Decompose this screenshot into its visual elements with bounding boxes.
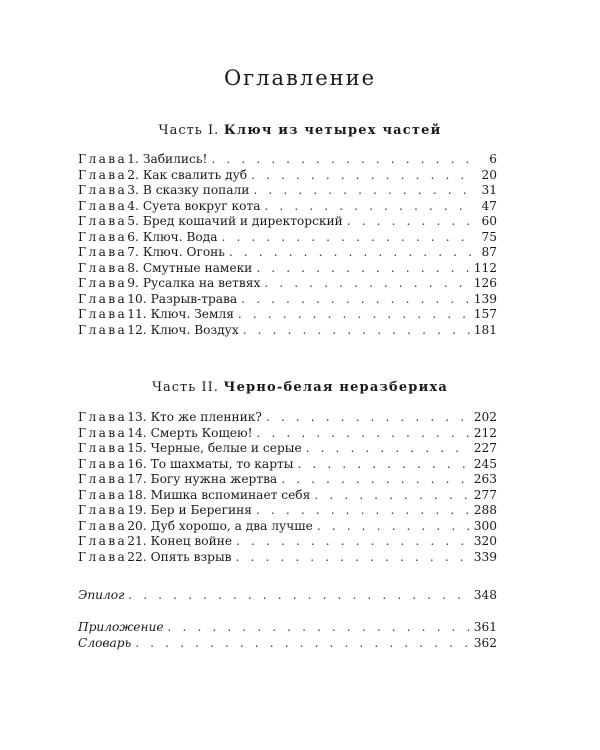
chapter-word: Глава: [78, 425, 128, 440]
entry-title: Смерть Кощею!: [150, 425, 253, 440]
page-title: Оглавление: [223, 66, 377, 90]
chapter-number: 16.: [127, 456, 147, 471]
page-number: 112: [473, 260, 497, 275]
entry-title: Мишка вспоминает себя: [150, 487, 311, 502]
chapter-number: 12.: [127, 322, 147, 337]
dot-leader: [243, 323, 470, 339]
chapter-word: Глава: [78, 183, 128, 197]
page-number: 212: [473, 425, 497, 440]
chapter-number: 10.: [127, 291, 147, 306]
chapter-number: 13.: [127, 410, 147, 424]
page-number: 227: [473, 441, 497, 455]
entry-title: Ключ. Вода: [142, 229, 218, 244]
page-number: 87: [481, 245, 497, 259]
page-number: 6: [489, 152, 497, 166]
chapter-word: Глава: [78, 307, 128, 321]
chapter-word: Глава: [78, 291, 128, 306]
dot-leader: [128, 588, 469, 604]
chapter-list: [78, 152, 497, 338]
toc-entry[interactable]: [78, 183, 497, 199]
entry-title: Как свалить дуб: [142, 167, 248, 182]
page-number: 361: [473, 620, 497, 634]
toc-entry[interactable]: [78, 550, 497, 566]
dot-leader: [229, 245, 471, 261]
entry-title: Бер и Берегиня: [150, 503, 252, 517]
entry-title: Кто же пленник?: [150, 410, 262, 424]
chapter-word: Глава: [78, 549, 128, 564]
page-number: 75: [481, 229, 497, 244]
toc-entry[interactable]: [78, 230, 497, 246]
page-number: 245: [473, 456, 497, 471]
chapter-word: Глава: [78, 229, 128, 244]
chapter-number: 18.: [127, 487, 147, 502]
entry-title: Черные, белые и серые: [150, 441, 302, 455]
epilogue-list: [78, 588, 497, 604]
entry-title: Русалка на ветвях: [142, 276, 261, 290]
dot-leader: [256, 261, 469, 277]
chapter-number: 9.: [127, 276, 139, 290]
entry-title: Забились!: [142, 152, 208, 166]
dot-leader: [306, 441, 470, 457]
toc-entry[interactable]: [78, 488, 497, 504]
page-number: 277: [473, 487, 497, 502]
dot-leader: [238, 307, 470, 323]
toc-entry[interactable]: [78, 307, 497, 323]
toc-entry[interactable]: [78, 472, 497, 488]
dot-leader: [257, 426, 470, 442]
dot-leader: [168, 620, 470, 636]
page-number: 181: [473, 322, 497, 337]
part-number: Часть II.: [151, 380, 219, 395]
dot-leader: [297, 457, 469, 473]
chapter-word: Глава: [78, 322, 128, 337]
toc-entry[interactable]: [78, 261, 497, 277]
dot-leader: [314, 488, 469, 504]
entry-title: Ключ. Огонь: [142, 245, 225, 259]
chapter-number: 7.: [127, 245, 139, 259]
chapter-word: Глава: [78, 456, 128, 471]
toc-entry[interactable]: [78, 410, 497, 426]
part-heading: [0, 123, 600, 138]
chapter-word: Глава: [78, 245, 128, 259]
dot-leader: [236, 534, 470, 550]
chapter-word: Глава: [78, 441, 128, 455]
page-number: 47: [481, 198, 497, 213]
entry-title: Словарь: [78, 635, 132, 650]
entry-title: Разрыв-трава: [150, 291, 238, 306]
toc-entry[interactable]: [78, 276, 497, 292]
dot-leader: [236, 550, 470, 566]
entry-title: То шахматы, то карты: [150, 456, 294, 471]
chapter-number: 11.: [127, 307, 147, 321]
chapter-number: 20.: [127, 518, 147, 533]
chapter-word: Глава: [78, 276, 128, 290]
chapter-word: Глава: [78, 534, 128, 548]
dot-leader: [241, 292, 470, 308]
page-number: 202: [473, 410, 497, 424]
chapter-word: Глава: [78, 198, 128, 213]
page-number: 263: [473, 472, 497, 486]
page-number: 20: [481, 167, 497, 182]
chapter-number: 2.: [127, 167, 139, 182]
chapter-number: 15.: [127, 441, 147, 455]
toc-entry[interactable]: [78, 620, 497, 636]
dot-leader: [253, 183, 471, 199]
toc-entry[interactable]: [78, 519, 497, 535]
entry-title: Эпилог: [78, 588, 125, 602]
dot-leader: [281, 472, 470, 488]
toc-entry[interactable]: [78, 168, 497, 184]
entry-title: Бред кошачий и директорский: [142, 214, 343, 228]
page-number: 362: [473, 635, 497, 650]
entry-title: Богу нужна жертва: [150, 472, 278, 486]
chapter-number: 8.: [127, 260, 139, 275]
chapter-word: Глава: [78, 410, 128, 424]
part-number: Часть I.: [158, 123, 220, 138]
toc-entry[interactable]: [78, 214, 497, 230]
dot-leader: [347, 214, 471, 230]
dot-leader: [317, 519, 470, 535]
chapter-list: [78, 410, 497, 565]
toc-entry[interactable]: [78, 426, 497, 442]
entry-title: Ключ. Земля: [150, 307, 234, 321]
chapter-number: 3.: [127, 183, 139, 197]
chapter-word: Глава: [78, 214, 128, 228]
toc-entry[interactable]: [78, 152, 497, 168]
chapter-number: 6.: [127, 229, 139, 244]
appendix-list: [78, 620, 497, 651]
chapter-number: 5.: [127, 214, 139, 228]
chapter-word: Глава: [78, 167, 128, 182]
chapter-number: 14.: [127, 425, 147, 440]
chapter-number: 21.: [127, 534, 147, 548]
dot-leader: [222, 230, 471, 246]
entry-title: Смутные намеки: [142, 260, 253, 275]
chapter-word: Глава: [78, 152, 128, 166]
dot-leader: [211, 152, 471, 168]
page-number: 339: [473, 549, 497, 564]
page-number: 157: [473, 307, 497, 321]
page-number: 288: [473, 503, 497, 517]
entry-title: Приложение: [78, 620, 164, 634]
entry-title: Дуб хорошо, а два лучше: [150, 518, 313, 533]
chapter-word: Глава: [78, 472, 128, 486]
page-number: 320: [473, 534, 497, 548]
page-number: 60: [481, 214, 497, 228]
dot-leader: [266, 410, 470, 426]
chapter-number: 4.: [127, 198, 139, 213]
dot-leader: [251, 168, 471, 184]
page-number: 139: [473, 291, 497, 306]
entry-title: Опять взрыв: [150, 549, 232, 564]
entry-title: Суета вокруг кота: [142, 198, 261, 213]
part-name: Ключ из четырех частей: [223, 123, 442, 138]
toc-entry[interactable]: [78, 323, 497, 339]
part-name: Черно-белая неразбериха: [223, 380, 449, 395]
entry-title: Конец войне: [150, 534, 233, 548]
toc-entry[interactable]: [78, 292, 497, 308]
chapter-number: 22.: [127, 549, 147, 564]
chapter-word: Глава: [78, 518, 128, 533]
page-number: 31: [481, 183, 497, 197]
toc-entry[interactable]: [78, 457, 497, 473]
dot-leader: [135, 636, 470, 652]
toc-entry[interactable]: [78, 503, 497, 519]
part-heading: [0, 380, 600, 395]
toc-entry[interactable]: [78, 199, 497, 215]
chapter-number: 1.: [127, 152, 139, 166]
toc-entry[interactable]: [78, 588, 497, 604]
entry-title: В сказку попали: [142, 183, 250, 197]
chapter-number: 19.: [127, 503, 147, 517]
toc-entry[interactable]: [78, 534, 497, 550]
chapter-word: Глава: [78, 260, 128, 275]
toc-entry[interactable]: [78, 245, 497, 261]
dot-leader: [264, 276, 469, 292]
chapter-word: Глава: [78, 487, 128, 502]
chapter-number: 17.: [127, 472, 147, 486]
page-number: 126: [473, 276, 497, 290]
entry-title: Ключ. Воздух: [150, 322, 239, 337]
chapter-word: Глава: [78, 503, 128, 517]
toc-entry[interactable]: [78, 636, 497, 652]
page-number: 300: [473, 518, 497, 533]
page-number: 348: [473, 588, 497, 602]
dot-leader: [264, 199, 471, 215]
dot-leader: [256, 503, 470, 519]
toc-entry[interactable]: [78, 441, 497, 457]
